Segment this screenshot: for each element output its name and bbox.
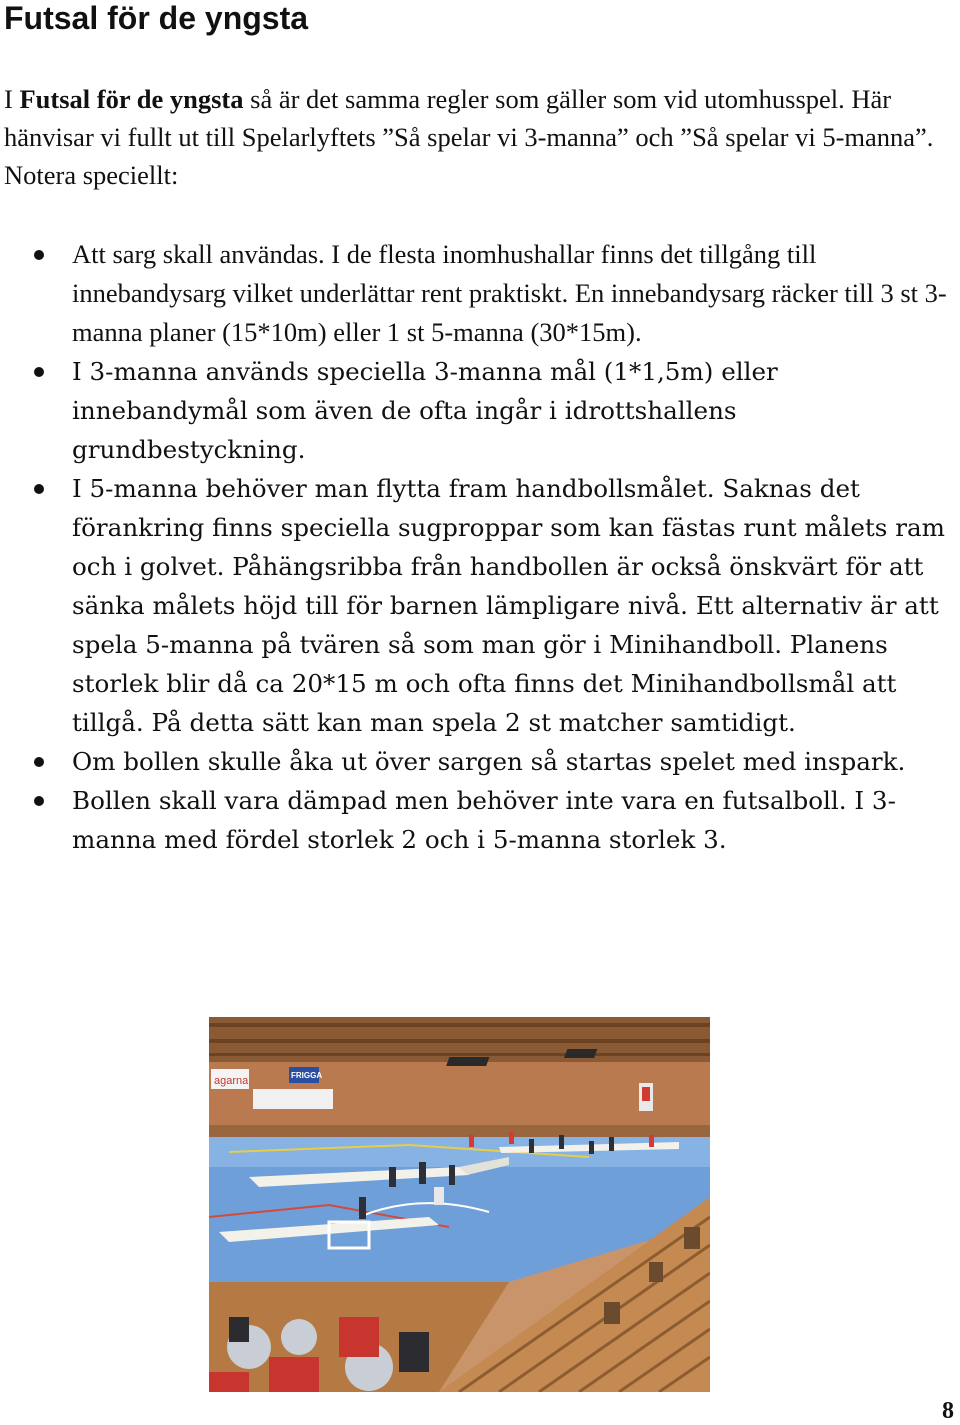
list-item-text: Att sarg skall användas. I de flesta inomhushallar finns det tillgång till innebandysarg vilket underlättar rent praktiskt. En innebandysarg räcker till 3 st 3-manna planer (15*10m) eller 1 st 5-manna (30*15m). bbox=[72, 239, 947, 347]
intro-paragraph bbox=[4, 80, 954, 194]
rules-list bbox=[0, 235, 955, 859]
bullet-icon bbox=[34, 796, 44, 806]
bullet-icon bbox=[34, 250, 44, 260]
banner-mid-text: FRIGGA bbox=[291, 1071, 323, 1080]
list-item-text: I 3-manna används speciella 3-manna mål (1*1,5m) eller innebandymål som även de ofta ingår i idrottshallens grundbestyckning. bbox=[72, 357, 778, 464]
list-item bbox=[0, 352, 955, 469]
intro-bold: Futsal för de yngsta bbox=[19, 84, 244, 114]
bullet-icon bbox=[34, 484, 44, 494]
list-item bbox=[0, 469, 955, 742]
list-item bbox=[0, 781, 955, 859]
page-title: Futsal för de yngsta bbox=[4, 0, 309, 36]
bullet-icon bbox=[34, 757, 44, 767]
banner-left-text: agarna bbox=[214, 1075, 249, 1087]
page-number: 8 bbox=[942, 1398, 954, 1424]
list-item bbox=[0, 235, 955, 352]
intro-rest: så är det samma regler som gäller som vid utomhusspel. Här hänvisar vi fullt ut till Spelarlyftets ”Så spelar vi 3-manna” och ”Så spelar vi 5-manna”. Notera speciellt: bbox=[4, 84, 934, 190]
intro-lead: I bbox=[4, 84, 20, 114]
list-item-text: Bollen skall vara dämpad men behöver inte vara en futsalboll. I 3-manna med fördel storlek 2 och i 5-manna storlek 3. bbox=[72, 786, 896, 854]
list-item bbox=[0, 742, 955, 781]
list-item-text: I 5-manna behöver man flytta fram handbollsmålet. Saknas det förankring finns speciella sugproppar som kan fästas runt målets ram och i golvet. Påhängsribba från handbollen är också önskvärt för att sänka målets höjd till för barnen lämpligare nivå. Ett alternativ är att spela 5-manna på tvären så som man gör i Minihandboll. Planens storlek blir då ca 20*15 m och ofta finns det Minihandbollsmål att tillgå. På detta sätt kan man spela 2 st matcher samtidigt. bbox=[72, 474, 945, 737]
bullet-icon bbox=[34, 367, 44, 377]
sports-hall-photo bbox=[209, 1017, 710, 1392]
list-item-text: Om bollen skulle åka ut över sargen så startas spelet med inspark. bbox=[72, 747, 906, 776]
sports-hall-illustration bbox=[209, 1017, 710, 1392]
